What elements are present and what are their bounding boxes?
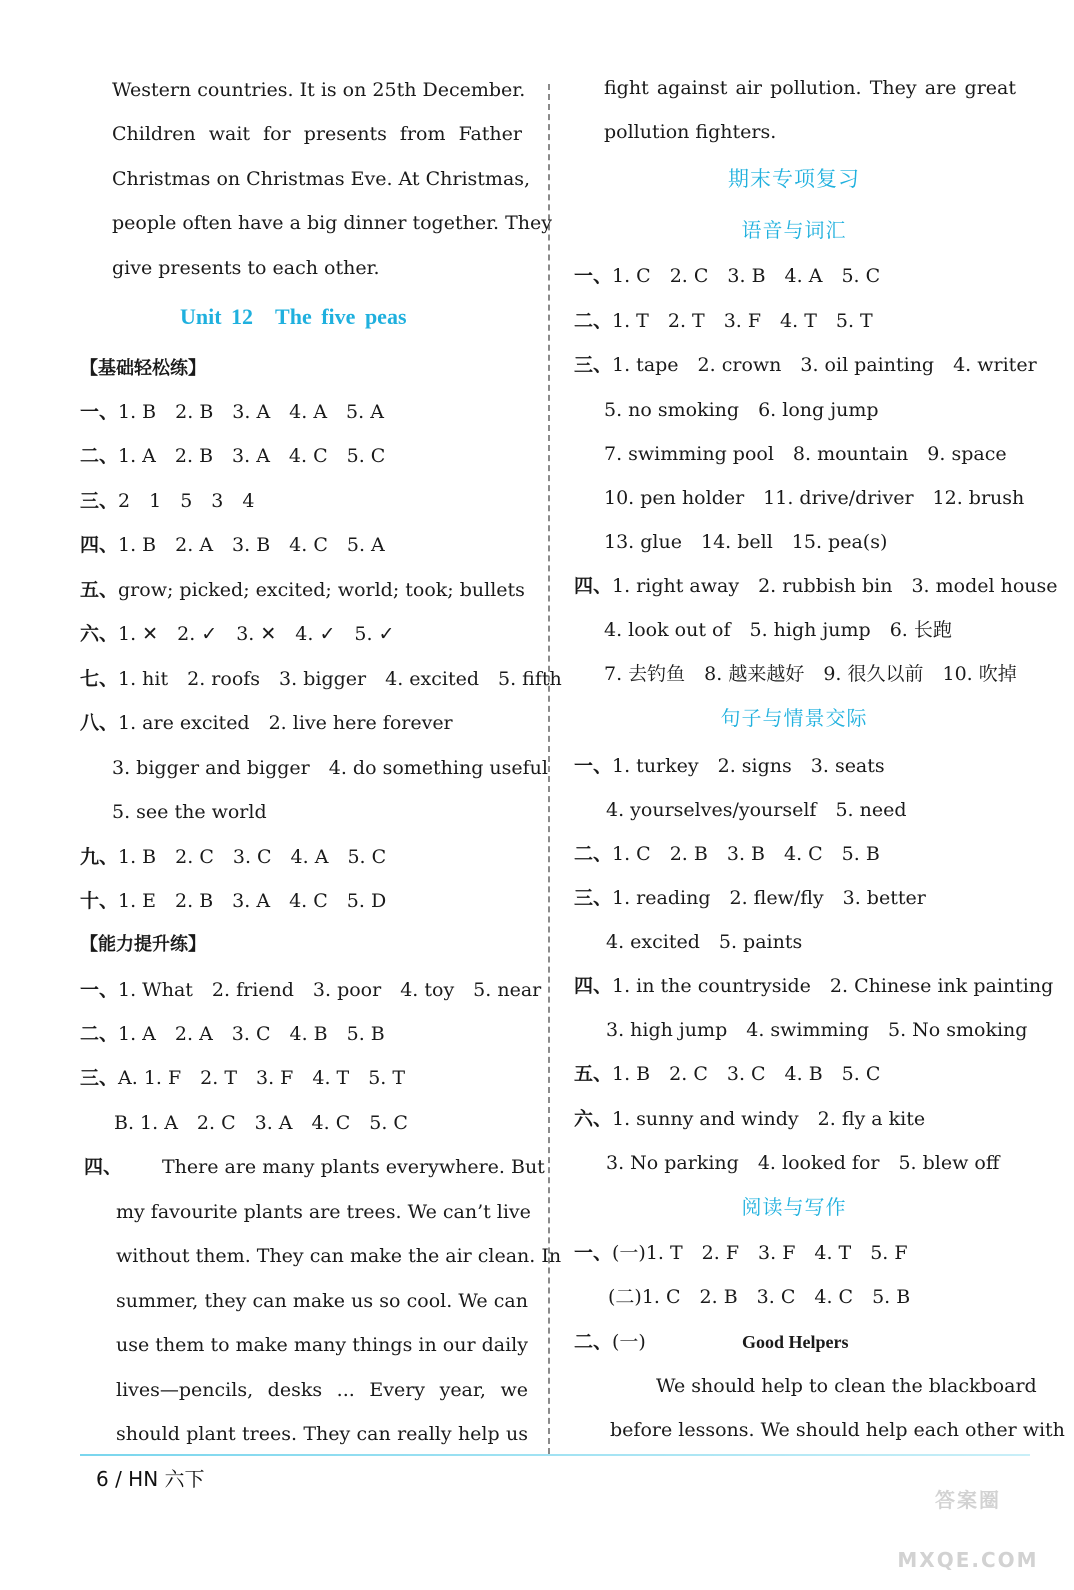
answer-row: 二、1. A 2. B 3. A 4. C 5. C xyxy=(80,445,386,467)
essay-line: before lessons. We should help each other with xyxy=(610,1419,1065,1441)
answer-row: 七、1. hit 2. roofs 3. bigger 4. excited 5. fifth xyxy=(80,668,562,690)
bottom-rule xyxy=(80,1454,1030,1456)
section-title-vocab: 语音与词汇 xyxy=(741,218,847,242)
essay-line: should plant trees. They can really help us xyxy=(116,1423,528,1445)
essay-line: my favourite plants are trees. We can’t live xyxy=(116,1201,531,1223)
answer-row: 二、1. A 2. A 3. C 4. B 5. B xyxy=(80,1023,385,1045)
section-title-sentences: 句子与情景交际 xyxy=(720,706,868,730)
answer-row: 一、1. B 2. B 3. A 4. A 5. A xyxy=(80,401,384,423)
essay-line: without them. They can make the air clean. In xyxy=(116,1245,562,1267)
page-footer: 6 / HN 六下 xyxy=(96,1467,205,1491)
answer-row: 3. high jump 4. swimming 5. No smoking xyxy=(606,1019,1028,1041)
answer-row: 7. swimming pool 8. mountain 9. space xyxy=(604,443,1007,465)
answer-row: 7. 去钓鱼 8. 越来越好 9. 很久以前 10. 吹掉 xyxy=(604,663,1017,685)
essay-line: use them to make many things in our daily xyxy=(116,1334,528,1356)
answer-row: 二、(一) xyxy=(574,1331,646,1353)
answer-row: 四、1. right away 2. rubbish bin 3. model house xyxy=(574,575,1058,597)
essay-line: lives—pencils, desks ... Every year, we xyxy=(116,1379,528,1401)
intro-line: give presents to each other. xyxy=(112,257,380,279)
answer-row: 五、grow; picked; excited; world; took; bullets xyxy=(80,579,525,601)
answer-row: 二、1. T 2. T 3. F 4. T 5. T xyxy=(574,310,873,332)
essay-title: Good Helpers xyxy=(742,1332,849,1352)
cont-line: pollution fighters. xyxy=(604,121,777,143)
cont-line: fight against air pollution. They are great xyxy=(604,77,1016,99)
answer-row: 一、1. C 2. C 3. B 4. A 5. C xyxy=(574,265,881,287)
answer-row: 4. look out of 5. high jump 6. 长跑 xyxy=(604,619,952,641)
answer-row: 三、A. 1. F 2. T 3. F 4. T 5. T xyxy=(80,1067,406,1089)
answer-row: 二、1. C 2. B 3. B 4. C 5. B xyxy=(574,843,880,865)
section-title-reading: 阅读与写作 xyxy=(741,1195,847,1219)
answer-row: (二)1. C 2. B 3. C 4. C 5. B xyxy=(608,1286,911,1308)
section-label-basic: 【基础轻松练】 xyxy=(80,358,206,379)
answer-row: 3. No parking 4. looked for 5. blew off xyxy=(606,1152,1000,1174)
intro-line: Western countries. It is on 25th December. xyxy=(112,79,526,101)
answer-row: 四、1. B 2. A 3. B 4. C 5. A xyxy=(80,534,385,556)
answer-row: 十、1. E 2. B 3. A 4. C 5. D xyxy=(80,890,387,912)
answer-row: 10. pen holder 11. drive/driver 12. brush xyxy=(604,487,1025,509)
answer-row: 4. yourselves/yourself 5. need xyxy=(606,799,907,821)
intro-line: people often have a big dinner together. They xyxy=(112,212,553,234)
answer-row: 三、1. reading 2. flew/fly 3. better xyxy=(574,887,926,909)
answer-row: 一、1. turkey 2. signs 3. seats xyxy=(574,755,885,777)
answer-row: B. 1. A 2. C 3. A 4. C 5. C xyxy=(114,1112,408,1134)
intro-line: Christmas on Christmas Eve. At Christmas, xyxy=(112,168,531,190)
essay-line: We should help to clean the blackboard xyxy=(656,1375,1037,1397)
essay-label: 四、 xyxy=(84,1156,123,1178)
answer-row: 五、1. B 2. C 3. C 4. B 5. C xyxy=(574,1063,881,1085)
answer-row: 九、1. B 2. C 3. C 4. A 5. C xyxy=(80,846,387,868)
answer-row: 5. see the world xyxy=(112,801,267,823)
answer-row: 三、2 1 5 3 4 xyxy=(80,490,255,512)
section-label-ability: 【能力提升练】 xyxy=(80,934,206,955)
answer-row: 六、1. sunny and windy 2. fly a kite xyxy=(574,1108,926,1130)
answer-row: 3. bigger and bigger 4. do something useful xyxy=(112,757,548,779)
answer-row: 四、1. in the countryside 2. Chinese ink painting xyxy=(574,975,1054,997)
answer-row: 一、1. What 2. friend 3. poor 4. toy 5. near xyxy=(80,979,542,1001)
answer-row: 八、1. are excited 2. live here forever xyxy=(80,712,453,734)
intro-line: Children wait for presents from Father xyxy=(112,123,522,145)
answer-row: 一、(一)1. T 2. F 3. F 4. T 5. F xyxy=(574,1242,908,1264)
watermark: 答案圈 MXQE.COM xyxy=(897,1488,1039,1572)
unit-title: Unit 12 The five peas xyxy=(180,304,407,329)
answer-row: 三、1. tape 2. crown 3. oil painting 4. writer xyxy=(574,354,1037,376)
review-title: 期末专项复习 xyxy=(728,167,860,191)
essay-line: There are many plants everywhere. But xyxy=(162,1156,545,1178)
answer-row: 13. glue 14. bell 15. pea(s) xyxy=(604,531,888,553)
answer-row: 六、1. ✕ 2. ✓ 3. ✕ 4. ✓ 5. ✓ xyxy=(80,623,395,645)
essay-line: summer, they can make us so cool. We can xyxy=(116,1290,528,1312)
answer-row: 5. no smoking 6. long jump xyxy=(604,399,879,421)
answer-row: 4. excited 5. paints xyxy=(606,931,803,953)
